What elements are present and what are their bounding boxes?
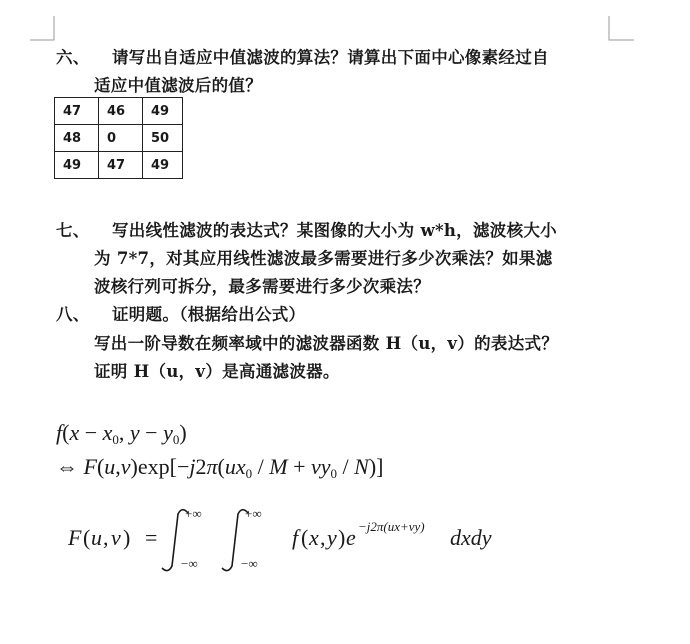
svg-text:+∞: +∞	[245, 506, 262, 521]
question-7-number: 七、	[56, 221, 90, 240]
question-7-line-1: 写出线性滤波的表达式？某图像的大小为 w*h，滤波核大小	[112, 221, 557, 240]
grid-cell: 0	[99, 125, 143, 152]
svg-text:−∞: −∞	[181, 556, 198, 571]
svg-text:x: x	[309, 525, 319, 550]
svg-text:F: F	[68, 525, 82, 550]
svg-text:(: (	[301, 525, 309, 550]
question-6-line-2: 适应中值滤波后的值？	[94, 76, 262, 95]
pixel-grid	[54, 97, 183, 179]
question-8-title: 证明题。（根据给出公式）	[112, 305, 306, 324]
svg-text:u: u	[91, 525, 102, 550]
grid-row	[55, 152, 183, 179]
page-corner-mark-right	[608, 16, 634, 42]
svg-text:−∞: −∞	[241, 556, 258, 571]
grid-row	[55, 125, 183, 152]
svg-text:f: f	[292, 525, 299, 550]
svg-text:): )	[123, 525, 131, 550]
page-corner-mark-left	[30, 16, 56, 42]
formula-fourier-shift: ⇔ $F(u,v)\exp[-j2\pi(ux_0 / M + vy_0 / N)]$	[56, 454, 384, 481]
svg-text:(: (	[83, 525, 91, 550]
grid-cell: 47	[55, 98, 99, 125]
svg-text:): )	[338, 525, 346, 550]
svg-text:=: =	[145, 525, 158, 550]
grid-cell: 49	[143, 152, 183, 179]
question-8-line-1: 写出一阶导数在频率域中的滤波器函数 H（u，v）的表达式？	[94, 334, 559, 353]
question-8-number: 八、	[56, 305, 90, 324]
svg-text:,: ,	[320, 525, 326, 550]
question-8-line-2: 证明 H（u，v）是高通滤波器。	[94, 362, 340, 381]
question-7-line-3: 波核行列可拆分，最多需要进行多少次乘法？	[94, 277, 430, 296]
svg-text:−j2π(ux+vy): −j2π(ux+vy)	[358, 519, 425, 534]
question-6-line-1: 请写出自适应中值滤波的算法？请算出下面中心像素经过自	[112, 48, 549, 67]
grid-cell: 50	[143, 125, 183, 152]
svg-text:dxdy: dxdy	[450, 525, 492, 550]
svg-text:,: ,	[103, 525, 109, 550]
svg-text:+∞: +∞	[185, 506, 202, 521]
svg-text:v: v	[111, 525, 121, 550]
question-6-number: 六、	[56, 48, 90, 67]
grid-cell: 47	[99, 152, 143, 179]
formula-fourier-transform	[68, 500, 538, 580]
formula-shift: $f(x - x_0$, $y - y_0$)	[56, 420, 187, 447]
grid-cell: 49	[143, 98, 183, 125]
grid-cell: 49	[55, 152, 99, 179]
svg-text:e: e	[346, 525, 356, 550]
question-7-line-2: 为 7*7，对其应用线性滤波最多需要进行多少次乘法？如果滤	[94, 249, 553, 268]
svg-text:y: y	[327, 525, 337, 550]
grid-row	[55, 98, 183, 125]
grid-cell: 46	[99, 98, 143, 125]
grid-cell: 48	[55, 125, 99, 152]
